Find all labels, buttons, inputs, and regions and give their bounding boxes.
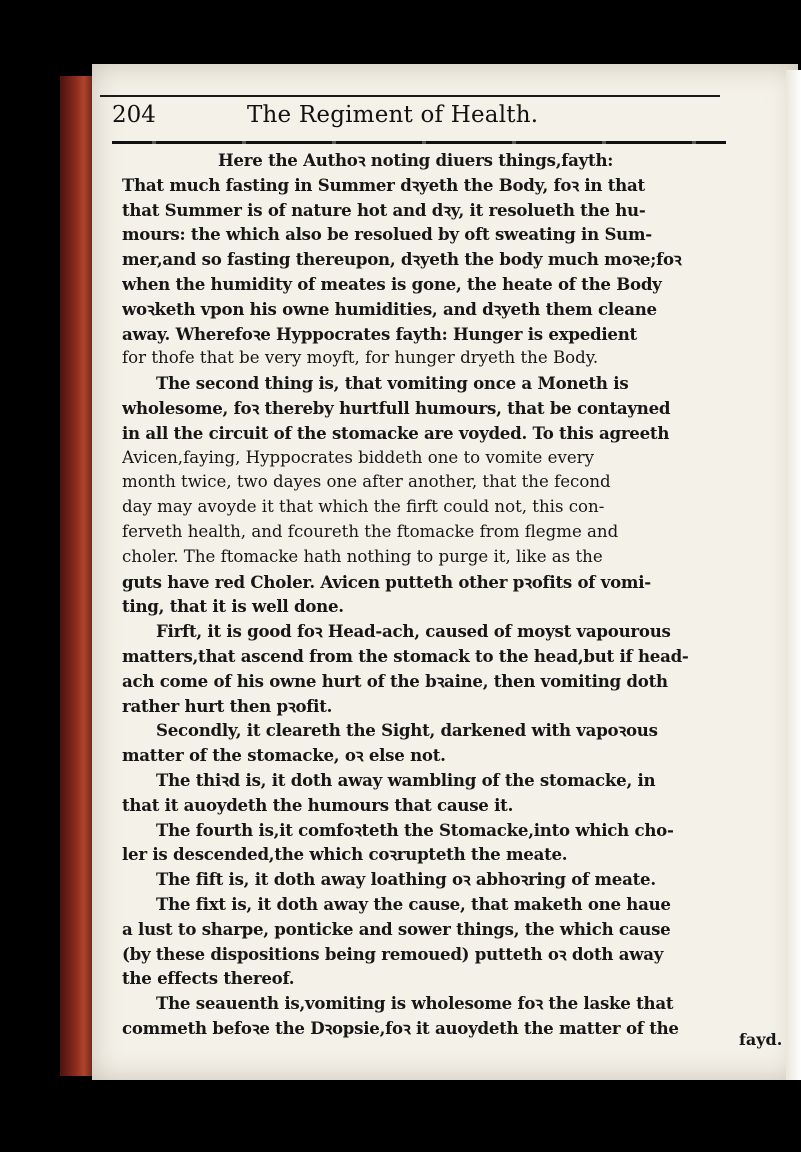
text-line: The seauenth is,vomiting is wholesome foꝛ the laske that [156, 993, 674, 1014]
text-line: in all the circuit of the stomacke are voyded. To this agreeth [122, 422, 670, 443]
text-line: The fixt is, it doth away the cause, that maketh one haue [156, 893, 671, 914]
text-line: day may avoyde it that which the firft could not, this con- [122, 497, 605, 517]
text-line: woꝛketh vpon his owne humidities, and dꝛyeth them cleane [122, 298, 657, 319]
page-number: 204 [112, 102, 156, 128]
text-line: (by these dispositions being remoued) putteth oꝛ doth away [122, 943, 664, 964]
text-line: Avicen,faying, Hyppocrates biddeth one to vomite every [122, 447, 594, 467]
text-line: away. Wherefoꝛe Hyppocrates fayth: Hunger is expedient [122, 323, 637, 344]
page-edge [786, 70, 801, 1080]
text-line: Here the Authoꝛ noting diuers things,fayth: [218, 150, 614, 170]
text-line: mer,and so fasting thereupon, dꝛyeth the body much moꝛe;foꝛ [122, 249, 682, 270]
top-rule [100, 95, 720, 97]
text-line: for thofe that be very moyft, for hunger dryeth the Body. [122, 348, 599, 368]
running-title: The Regiment of Health. [247, 102, 539, 128]
text-line: wholesome, foꝛ thereby hurtfull humours, that be contayned [122, 397, 671, 418]
text-line: Firft, it is good foꝛ Head-ach, caused of moyst vapourous [156, 621, 671, 642]
text-line: the effects thereof. [122, 968, 295, 989]
text-line: That much fasting in Summer dꝛyeth the Body, foꝛ in that [122, 174, 645, 195]
text-line: that Summer is of nature hot and dꝛy, it resolueth the hu- [122, 199, 646, 220]
book-spine [60, 76, 94, 1076]
text-line: The fourth is,it comfoꝛteth the Stomacke,into which cho- [156, 819, 674, 840]
text-line: mours: the which also be resolued by oft sweating in Sum- [122, 224, 652, 245]
text-line: Secondly, it cleareth the Sight, darkened with vapoꝛous [156, 720, 658, 741]
text-line: ferveth health, and fcoureth the ftomacke from flegme and [122, 521, 619, 541]
text-line: when the humidity of meates is gone, the heate of the Body [122, 273, 662, 294]
text-line: ler is descended,the which coꝛrupteth the meate. [122, 844, 568, 865]
text-line: The fift is, it doth away loathing oꝛ abhoꝛring of meate. [156, 869, 656, 890]
text-line: a lust to sharpe, ponticke and sower things, the which cause [122, 918, 671, 939]
body-text [122, 148, 778, 1041]
text-line: ting, that it is well done. [122, 596, 344, 617]
text-line: ach come of his owne hurt of the bꝛaine, then vomiting doth [122, 670, 668, 691]
header-rule [112, 141, 726, 144]
catchword: fayd. [739, 1030, 783, 1049]
text-line: commeth befoꝛe the Dꝛopsie,foꝛ it auoydeth the matter of the [122, 1017, 679, 1038]
text-line: matters,that ascend from the stomack to the head,but if head- [122, 645, 689, 666]
text-line: The second thing is, that vomiting once a Moneth is [156, 373, 629, 394]
text-line: The thiꝛd is, it doth away wambling of the stomacke, in [156, 769, 656, 790]
text-line: guts have red Choler. Avicen putteth other pꝛofits of vomi- [122, 571, 651, 592]
scan-border [0, 1080, 801, 1152]
text-line: that it auoydeth the humours that cause it. [122, 794, 514, 815]
text-line: matter of the stomacke, oꝛ else not. [122, 745, 446, 766]
text-line: rather hurt then pꝛofit. [122, 695, 333, 716]
text-line: month twice, two dayes one after another, that the fecond [122, 472, 611, 492]
text-line: choler. The ftomacke hath nothing to purge it, like as the [122, 546, 603, 566]
